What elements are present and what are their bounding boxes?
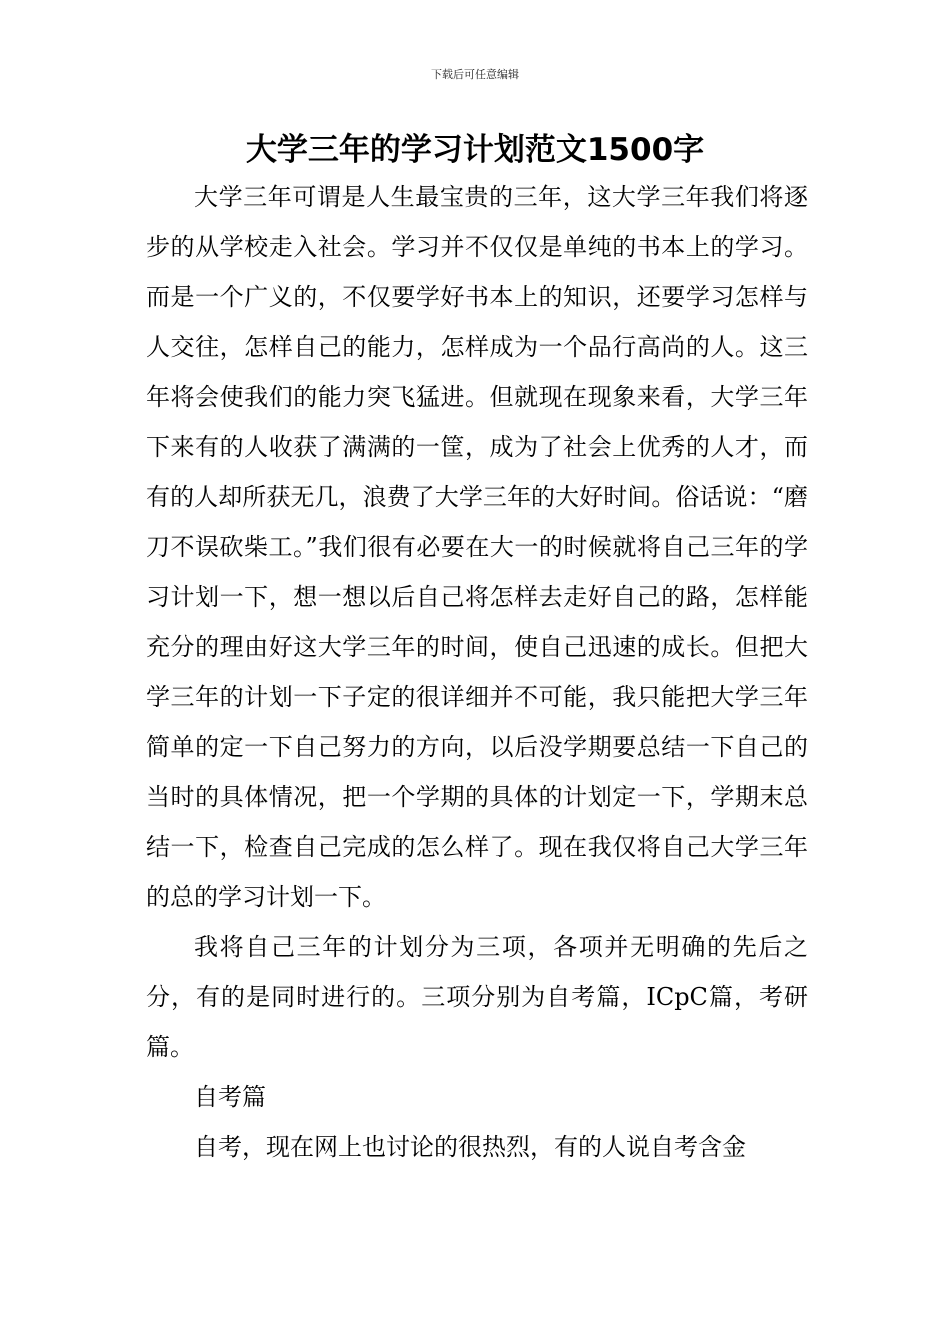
paragraph-intro: 大学三年可谓是人生最宝贵的三年，这大学三年我们将逐步的从学校走入社会。学习并不仅仅是单纯的书本上的学习。而是一个广义的，不仅要学好书本上的知识，还要学习怎样与人交往，怎样自己的能力，怎样成为一个品行高尚的人。这三年将会使我们的能力突飞猛进。但就现在现象来看，大学三年下来有的人收获了满满的一筐，成为了社会上优秀的人才，而有的人却所获无几，浪费了大学三年的大好时间。俗话说：“磨刀不误砍柴工。”我们很有必要在大一的时候就将自己三年的学习计划一下，想一想以后自己将怎样去走好自己的路，怎样能充分的理由好这大学三年的时间，使自己迅速的成长。但把大学三年的计划一下子定的很详细并不可能，我只能把大学三年简单的定一下自己努力的方向，以后没学期要总结一下自己的当时的具体情况，把一个学期的具体的计划定一下，学期末总结一下，检查自己完成的怎么样了。现在我仅将自己大学三年的总的学习计划一下。 (146, 183, 808, 911)
section-heading-self-exam: 自考篇 (194, 1083, 266, 1111)
header-note: 下载后可任意编辑 (431, 68, 519, 81)
document-body (146, 172, 808, 1172)
page-title: 大学三年的学习计划范文1500字 (245, 132, 705, 168)
paragraph-self-exam: 自考，现在网上也讨论的很热烈，有的人说自考含金 (194, 1133, 746, 1161)
paragraph-plan-overview: 我将自己三年的计划分为三项，各项并无明确的先后之分，有的是同时进行的。三项分别为自考篇，ICpC篇，考研篇。 (146, 933, 808, 1061)
